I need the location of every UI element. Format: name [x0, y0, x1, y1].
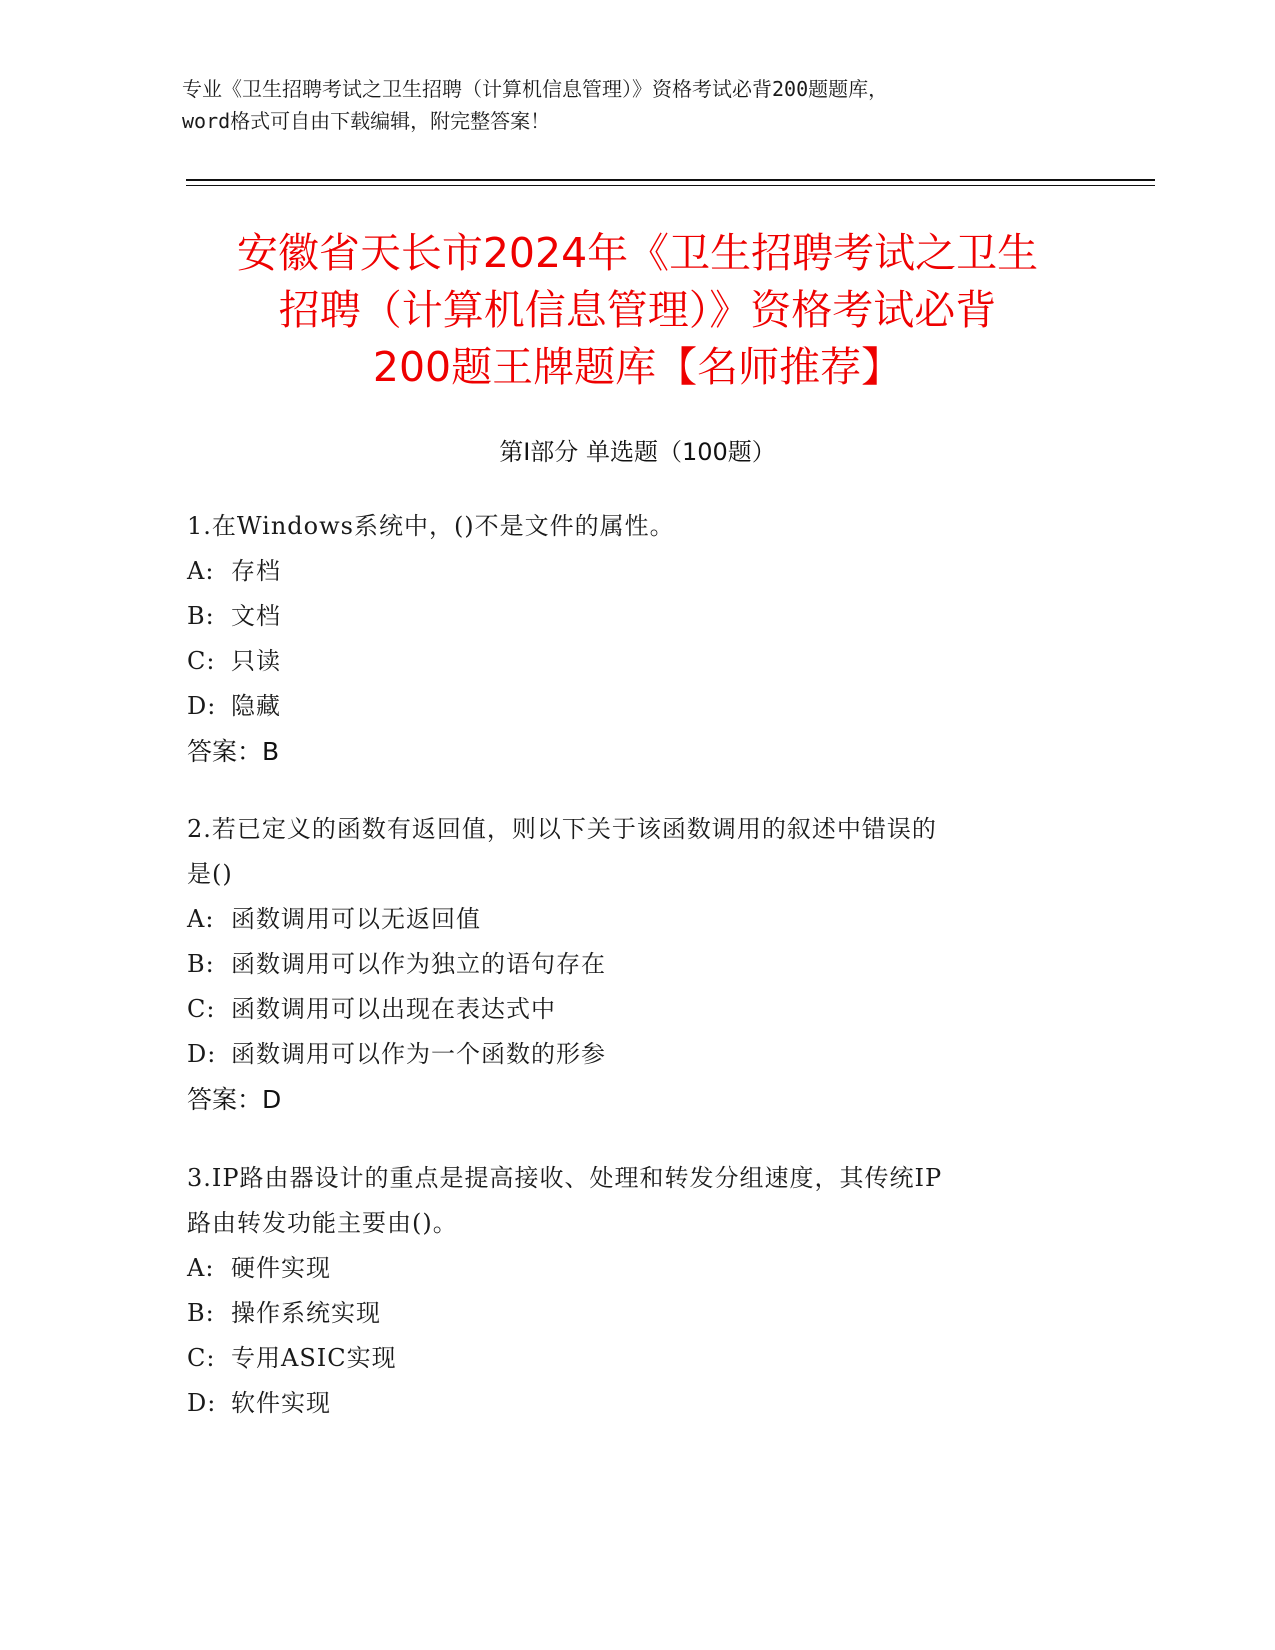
option-letter: C: [187, 647, 216, 675]
option-b [187, 942, 1087, 987]
option-text: 函数调用可以作为一个函数的形参 [231, 1040, 606, 1068]
option-letter: D: [187, 692, 217, 720]
option-c [187, 1336, 1087, 1381]
option-c [187, 639, 1087, 684]
answer-key: 答案：D [187, 1085, 282, 1114]
option-text: 专用ASIC实现 [231, 1344, 397, 1372]
header-divider-thin [186, 185, 1155, 186]
document-title [150, 225, 1125, 396]
option-text: 函数调用可以出现在表达式中 [231, 995, 556, 1023]
header-note-line-1: 专业《卫生招聘考试之卫生招聘（计算机信息管理）》资格考试必背200题题库， [182, 77, 889, 101]
option-letter: C: [187, 995, 216, 1023]
question-3 [187, 1156, 1087, 1426]
option-letter: B: [187, 602, 215, 630]
option-b [187, 1291, 1087, 1336]
option-letter: B: [187, 1299, 215, 1327]
option-d [187, 1032, 1087, 1077]
option-text: 只读 [231, 647, 281, 675]
option-letter: A: [187, 905, 215, 933]
question-stem-line-2: 路由转发功能主要由()。 [187, 1209, 458, 1237]
answer-key: 答案：B [187, 737, 280, 766]
option-a [187, 549, 1087, 594]
question-stem-line-1: 2.若已定义的函数有返回值，则以下关于该函数调用的叙述中错误的 [187, 815, 937, 843]
option-text: 文档 [231, 602, 281, 630]
question-2 [187, 807, 1087, 1122]
option-a [187, 897, 1087, 942]
option-b [187, 594, 1087, 639]
option-text: 函数调用可以无返回值 [231, 905, 481, 933]
section-heading: 第I部分 单选题（100题） [499, 438, 776, 466]
title-line-1: 安徽省天长市2024年《卫生招聘考试之卫生 [236, 229, 1039, 277]
question-1 [187, 504, 1087, 774]
question-stem-line-2: 是() [187, 860, 233, 888]
title-line-2: 招聘（计算机信息管理）》资格考试必背 [278, 286, 997, 334]
question-stem-line-1: 3.IP路由器设计的重点是提高接收、处理和转发分组速度，其传统IP [187, 1164, 943, 1192]
option-c [187, 987, 1087, 1032]
header-divider-thick [186, 179, 1155, 181]
option-d [187, 1381, 1087, 1426]
option-text: 软件实现 [231, 1389, 331, 1417]
option-d [187, 684, 1087, 729]
option-text: 硬件实现 [231, 1254, 331, 1282]
option-a [187, 1246, 1087, 1291]
document-header-note [182, 73, 1082, 137]
header-note-line-2: word格式可自由下载编辑，附完整答案！ [182, 109, 551, 133]
option-letter: A: [187, 1254, 215, 1282]
question-stem: 1.在Windows系统中，()不是文件的属性。 [187, 512, 675, 540]
option-letter: B: [187, 950, 215, 978]
option-text: 隐藏 [231, 692, 281, 720]
title-line-3: 200题王牌题库【名师推荐】 [372, 343, 903, 391]
option-text: 函数调用可以作为独立的语句存在 [231, 950, 606, 978]
option-text: 操作系统实现 [231, 1299, 381, 1327]
option-letter: C: [187, 1344, 216, 1372]
option-letter: A: [187, 557, 215, 585]
option-text: 存档 [231, 557, 281, 585]
option-letter: D: [187, 1040, 217, 1068]
option-letter: D: [187, 1389, 217, 1417]
